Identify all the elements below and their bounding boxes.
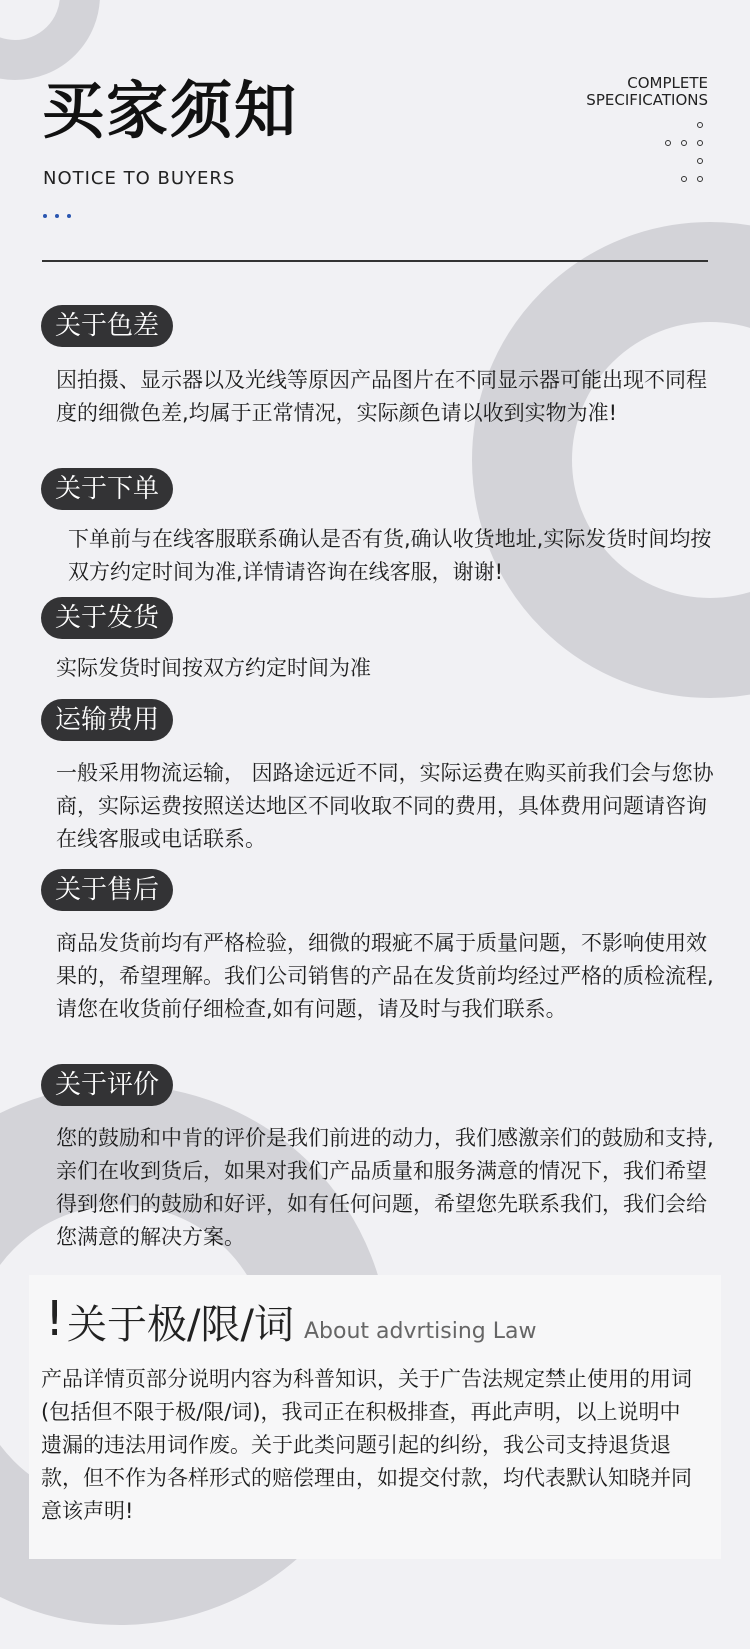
accent-dots-icon	[43, 214, 83, 222]
decorative-ring-right	[472, 222, 750, 698]
advertising-law-title: 关于极/限/词	[67, 1302, 294, 1348]
section-body-ordering: 下单前与在线客服联系确认是否有货,确认收货地址,实际发货时间均按双方约定时间为准,详情请咨询在线客服，谢谢!	[68, 527, 712, 584]
advertising-law-body: 产品详情页部分说明内容为科普知识，关于广告法规定禁止使用的用词(包括但不限于极/限/词)，我司正在积极排查，再此声明，以上说明中遗漏的违法用词作废。关于此类问题引起的纠纷，我公司支持退货退款，但不作为各样形式的赔偿理由，如提交付款，均代表默认知晓并同意该声明!	[41, 1367, 692, 1523]
section-heading-ordering: 关于下单	[41, 468, 173, 510]
decorative-ring-top-left	[0, 0, 100, 80]
section-heading-freight: 运输费用	[41, 699, 173, 741]
section-body-after-sales: 商品发货前均有严格检验，细微的瑕疵不属于质量问题，不影响使用效果的，希望理解。我们公司销售的产品在发货前均经过严格的质检流程,请您在收货前仔细检查,如有问题，请及时与我们联系。	[56, 931, 714, 1021]
ring-dots-icon	[660, 118, 710, 188]
page-title: 买家须知	[42, 74, 299, 147]
spec-label-line2: SPECIFICATIONS	[586, 91, 708, 109]
section-body-shipping: 实际发货时间按双方约定时间为准	[56, 656, 371, 680]
section-heading-after-sales: 关于售后	[41, 869, 173, 911]
page-subtitle: NOTICE TO BUYERS	[43, 168, 236, 189]
section-body-color-difference: 因拍摄、显示器以及光线等原因产品图片在不同显示器可能出现不同程度的细微色差,均属于正常情况，实际颜色请以收到实物为准!	[56, 368, 707, 425]
advertising-law-panel	[29, 1275, 721, 1559]
section-heading-color-difference: 关于色差	[41, 305, 173, 347]
section-heading-reviews: 关于评价	[41, 1064, 173, 1106]
spec-label-line1: COMPLETE	[627, 74, 708, 92]
section-heading-shipping: 关于发货	[41, 597, 173, 639]
spec-label	[586, 75, 708, 109]
header-divider	[42, 260, 708, 262]
section-body-reviews: 您的鼓励和中肯的评价是我们前进的动力，我们感激亲们的鼓励和支持,亲们在收到货后，如果对我们产品质量和服务满意的情况下，我们希望得到您们的鼓励和好评，如有任何问题，希望您先联系我们，我们会给您满意的解决方案。	[56, 1126, 714, 1249]
section-body-freight: 一般采用物流运输， 因路途远近不同，实际运费在购买前我们会与您协商，实际运费按照送达地区不同收取不同的费用，具体费用问题请咨询在线客服或电话联系。	[56, 761, 714, 851]
advertising-law-subtitle: About advrtising Law	[304, 1319, 537, 1344]
exclamation-icon: !	[45, 1291, 65, 1347]
